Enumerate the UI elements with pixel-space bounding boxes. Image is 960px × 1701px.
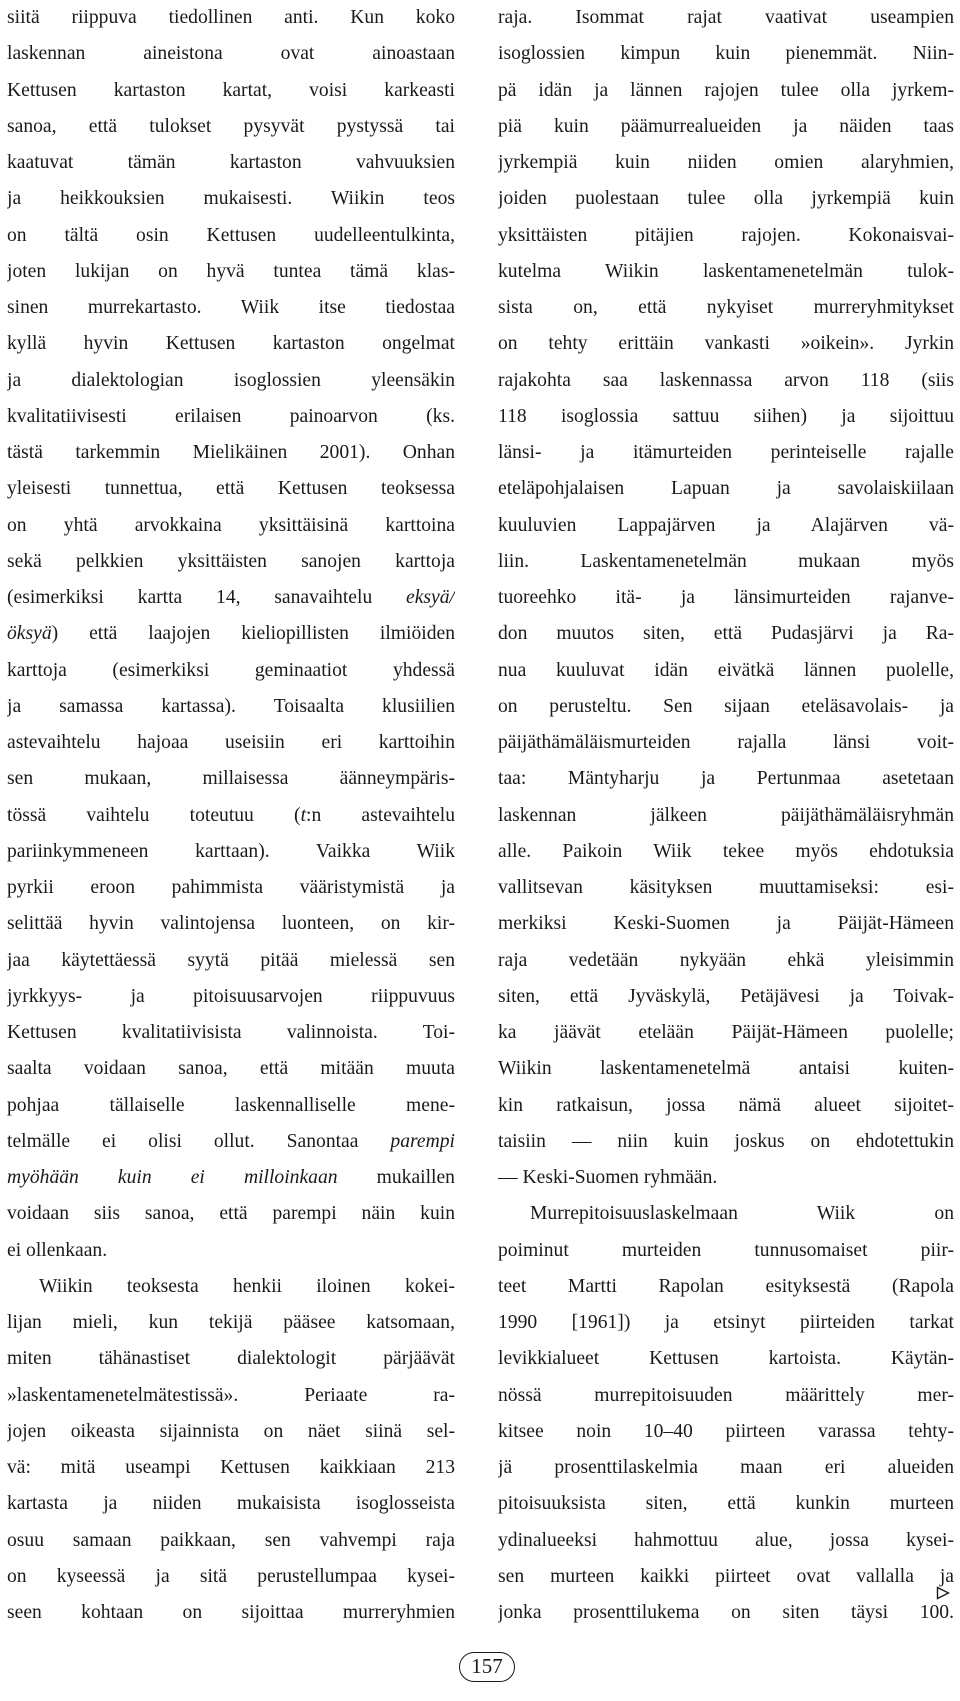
text-line — [7, 1305, 455, 1341]
text-segment: isoglossien kimpun kuin pienemmät. Niin- — [498, 43, 954, 65]
text-segment: tästä tarkemmin Mielikäinen 2001). Onhan — [7, 442, 455, 463]
text-line — [7, 181, 455, 217]
text-segment: sen mukaan, millaisessa äänneympäris- — [7, 768, 455, 790]
text-segment: Wiikin teoksesta henkii iloinen kokei- — [39, 1275, 455, 1297]
text-segment: on kyseessä ja sitä perustellumpaa kysei- — [7, 1565, 455, 1587]
text-segment: jonka prosenttilukema on siten täysi 100. — [498, 1602, 954, 1623]
text-segment: jaa käytettäessä syytä pitää mielessä sen — [7, 949, 455, 971]
text-segment: tuoreehko itä- ja länsimurteiden rajanve- — [498, 587, 954, 608]
text-line — [7, 834, 455, 870]
text-segment: seen kohtaan on sijoittaa murreryhmien — [7, 1602, 455, 1623]
text-segment: ja dialektologian isoglossien yleensäkin — [7, 369, 455, 391]
text-segment: piä kuin päämurrealueiden ja näiden taas — [498, 115, 954, 137]
text-segment: voidaan siis sanoa, että parempi näin kuin — [7, 1203, 455, 1225]
right-column — [498, 0, 954, 1631]
text-segment: kutelma Wiikin laskentamenetelmän tulok- — [498, 260, 954, 282]
text-line — [498, 725, 954, 761]
text-line — [498, 653, 954, 689]
text-line — [7, 218, 455, 254]
text-line — [7, 1559, 455, 1595]
text-segment: nössä murrepitoisuuden määrittely mer- — [498, 1384, 954, 1406]
italic-text: t — [300, 804, 307, 826]
text-line — [498, 1051, 954, 1087]
text-line — [7, 1414, 455, 1450]
text-segment: yksittäisten pitäjien rajojen. Kokonaisvai- — [498, 224, 954, 246]
text-line — [498, 1160, 954, 1196]
text-line — [498, 254, 954, 290]
text-segment: — Keski-Suomen ryhmään. — [498, 1167, 718, 1188]
text-segment: kuuluvien Lappajärven ja Alajärven vä- — [498, 514, 954, 536]
text-line — [498, 1124, 954, 1160]
text-segment: nua kuuluvat idän eivätkä lännen puolelle, — [498, 659, 954, 681]
text-segment: 1990 [1961]) ja etsinyt piirteiden tarkat — [498, 1312, 954, 1333]
text-line — [7, 689, 455, 725]
text-line — [498, 544, 954, 580]
text-line — [7, 1486, 455, 1522]
text-segment: pohjaa tällaiselle laskennalliselle mene- — [7, 1094, 455, 1116]
text-segment: liin. Laskentamenetelmän mukaan myös — [498, 550, 954, 572]
text-segment: Wiikin laskentamenetelmä antaisi kuiten- — [498, 1058, 954, 1080]
text-line — [498, 870, 954, 906]
text-segment: »laskentamenetelmätestissä». Periaate ra- — [7, 1384, 455, 1406]
left-column — [7, 0, 455, 1631]
text-line — [498, 1233, 954, 1269]
text-line — [498, 435, 954, 471]
text-line — [498, 1341, 954, 1377]
text-segment: taisiin — niin kuin joskus on ehdotettukin — [498, 1130, 954, 1152]
text-segment: osuu samaan paikkaan, sen vahvempi raja — [7, 1529, 455, 1551]
text-line — [498, 906, 954, 942]
text-segment: kyllä hyvin Kettusen kartaston ongelmat — [7, 333, 455, 355]
text-segment: :n astevaihtelu — [306, 804, 455, 826]
text-segment: selittää hyvin valintojensa luonteen, on kir- — [7, 913, 455, 935]
text-segment: pyrkii eroon pahimmista vääristymistä ja — [7, 877, 455, 898]
text-line — [7, 1341, 455, 1377]
text-segment: vallitsevan käsityksen muuttamiseksi: esi- — [498, 877, 954, 898]
text-segment: don muutos siten, että Pudasjärvi ja Ra- — [498, 623, 954, 645]
text-line — [498, 761, 954, 797]
text-segment: siten, että Jyväskylä, Petäjävesi ja Toivak- — [498, 985, 954, 1007]
text-segment: ja samassa kartassa). Toisaalta klusiilien — [7, 695, 455, 717]
text-segment: vä: mitä useampi Kettusen kaikkiaan 213 — [7, 1457, 455, 1478]
text-line — [7, 979, 455, 1015]
text-line — [7, 1196, 455, 1232]
text-line — [7, 1124, 455, 1160]
text-segment: merkiksi Keski-Suomen ja Päijät-Hämeen — [498, 913, 954, 935]
text-segment: raja. Isommat rajat vaativat useampien — [498, 7, 954, 28]
text-line — [498, 580, 954, 616]
text-line — [7, 36, 455, 72]
text-line — [7, 761, 455, 797]
text-line — [7, 1523, 455, 1559]
text-segment: joten lukijan on hyvä tuntea tämä klas- — [7, 260, 455, 282]
italic-text: eksyä/ — [406, 587, 455, 608]
italic-text: öksyä — [7, 623, 52, 645]
text-line — [498, 943, 954, 979]
text-segment: laskennan aineistona ovat ainoastaan — [7, 43, 455, 65]
text-segment: Kettusen kartaston kartat, voisi karkeasti — [7, 79, 455, 101]
text-line — [498, 109, 954, 145]
text-line — [7, 1378, 455, 1414]
text-line — [7, 399, 455, 435]
text-line — [7, 580, 455, 616]
text-line — [7, 0, 455, 36]
text-segment: teet Martti Rapolan esityksestä (Rapola — [498, 1275, 954, 1297]
text-segment: päijäthämäläismurteiden rajalla länsi voit- — [498, 732, 954, 753]
italic-text: myöhään kuin ei milloinkaan — [7, 1167, 338, 1188]
text-segment: jyrkkyys- ja pitoisuusarvojen riippuvuus — [7, 985, 455, 1007]
text-line — [498, 399, 954, 435]
text-line — [7, 906, 455, 942]
text-segment: joiden puolestaan tulee olla jyrkempiä kuin — [498, 188, 954, 210]
text-line — [7, 254, 455, 290]
text-line — [498, 0, 954, 36]
text-line — [7, 435, 455, 471]
text-segment: on yhtä arvokkaina yksittäisinä karttoina — [7, 514, 455, 536]
text-line — [498, 218, 954, 254]
text-line — [7, 508, 455, 544]
text-segment: mukaillen — [337, 1167, 455, 1188]
text-segment: alle. Paikoin Wiik tekee myös ehdotuksia — [498, 840, 954, 862]
text-line — [7, 1015, 455, 1051]
text-line — [498, 363, 954, 399]
text-segment: Kettusen kvalitatiivisista valinnoista. Toi- — [7, 1022, 455, 1043]
text-line — [7, 363, 455, 399]
text-segment: Murrepitoisuuslaskelmaan Wiik on — [530, 1203, 954, 1225]
text-line — [7, 1269, 455, 1305]
text-line — [498, 181, 954, 217]
text-line — [7, 616, 455, 652]
text-segment: pariinkymmeneen karttaan). Vaikka Wiik — [7, 840, 455, 862]
text-line — [7, 1595, 455, 1631]
text-line — [498, 290, 954, 326]
text-line — [498, 1523, 954, 1559]
text-line — [498, 145, 954, 181]
text-segment: ydinalueeksi hahmottuu alue, jossa kysei- — [498, 1529, 954, 1551]
text-line — [7, 1088, 455, 1124]
text-line — [7, 544, 455, 580]
text-line — [498, 508, 954, 544]
text-segment: ja heikkouksien mukaisesti. Wiikin teos — [7, 188, 455, 210]
text-line — [498, 616, 954, 652]
text-line — [498, 689, 954, 725]
text-line — [7, 653, 455, 689]
text-segment: poiminut murteiden tunnusomaiset piir- — [498, 1239, 954, 1261]
text-line — [7, 471, 455, 507]
text-segment: jä prosenttilaskelmia maan eri alueiden — [498, 1457, 954, 1478]
text-segment: pä idän ja lännen rajojen tulee olla jyrkem- — [498, 79, 954, 101]
text-segment: on tältä osin Kettusen uudelleentulkinta, — [7, 224, 455, 246]
text-line — [498, 326, 954, 362]
text-segment: jojen oikeasta sijainnista on näet siinä sel- — [7, 1420, 455, 1442]
text-line — [498, 1088, 954, 1124]
continue-triangle-icon — [936, 1586, 950, 1600]
text-line — [7, 73, 455, 109]
text-segment: saalta voidaan sanoa, että mitään muuta — [7, 1058, 455, 1080]
text-segment: kitsee noin 10–40 piirteen varassa tehty- — [498, 1420, 954, 1442]
text-segment: lijan mieli, kun tekijä pääsee katsomaan, — [7, 1312, 455, 1333]
text-segment: on tehty erittäin vankasti »oikein». Jyrkin — [498, 333, 954, 355]
text-line — [498, 1378, 954, 1414]
text-segment: länsi- ja itämurteiden perinteiselle rajalle — [498, 442, 954, 463]
text-segment: sista on, että nykyiset murreryhmitykset — [498, 297, 954, 318]
text-segment: kvalitatiivisesti erilaisen painoarvon (ks. — [7, 405, 455, 427]
text-segment: eteläpohjalaisen Lapuan ja savolaiskiilaan — [498, 478, 954, 500]
text-segment: yleisesti tunnettua, että Kettusen teoksessa — [7, 478, 455, 500]
text-line — [498, 1269, 954, 1305]
text-line — [498, 36, 954, 72]
text-line — [498, 1015, 954, 1051]
text-segment: sanoa, että tulokset pysyvät pystyssä tai — [7, 115, 455, 137]
text-segment: sinen murrekartasto. Wiik itse tiedostaa — [7, 297, 455, 318]
text-line — [498, 1450, 954, 1486]
italic-text: parempi — [390, 1130, 455, 1152]
text-line — [498, 1595, 954, 1631]
text-segment: tössä vaihtelu toteutuu ( — [7, 804, 301, 826]
text-segment: karttoja (esimerkiksi geminaatiot yhdessä — [7, 659, 455, 681]
text-line — [498, 1559, 954, 1595]
text-line — [7, 1450, 455, 1486]
text-line — [7, 1051, 455, 1087]
text-line — [7, 798, 455, 834]
text-segment: kartasta ja niiden mukaisista isoglosseista — [7, 1493, 455, 1515]
text-line — [498, 73, 954, 109]
text-segment: jyrkempiä kuin niiden omien alaryhmien, — [498, 152, 954, 173]
text-segment: taa: Mäntyharju ja Pertunmaa asetetaan — [498, 768, 954, 790]
text-segment: pitoisuuksista siten, että kunkin murteen — [498, 1493, 954, 1515]
text-segment: on perusteltu. Sen sijaan eteläsavolais- ja — [498, 695, 954, 717]
text-segment: laskennan jälkeen päijäthämäläisryhmän — [498, 804, 954, 826]
text-segment: raja vedetään nykyään ehkä yleisimmin — [498, 949, 954, 971]
page-number: 157 — [459, 1652, 515, 1682]
text-line — [498, 798, 954, 834]
text-line — [7, 943, 455, 979]
text-segment: kin ratkaisun, jossa nämä alueet sijoitet- — [498, 1094, 954, 1116]
text-segment: levikkialueet Kettusen kartoista. Käytän- — [498, 1348, 954, 1370]
text-segment: (esimerkiksi kartta 14, sanavaihtelu — [7, 587, 407, 608]
text-line — [498, 1486, 954, 1522]
text-segment: siitä riippuva tiedollinen anti. Kun koko — [7, 7, 455, 28]
text-line — [498, 1196, 954, 1232]
text-segment: kaatuvat tämän kartaston vahvuuksien — [7, 152, 455, 173]
text-segment: telmälle ei olisi ollut. Sanontaa — [7, 1130, 391, 1152]
text-line — [498, 1414, 954, 1450]
text-segment: 118 isoglossia sattuu siihen) ja sijoittuu — [498, 405, 954, 427]
text-line — [7, 145, 455, 181]
text-line — [7, 326, 455, 362]
text-line — [7, 870, 455, 906]
text-line — [498, 979, 954, 1015]
text-segment: rajakohta saa laskennassa arvon 118 (siis — [498, 369, 954, 391]
text-segment: ) että laajojen kieliopillisten ilmiöiden — [51, 623, 455, 645]
text-segment: ei ollenkaan. — [7, 1239, 108, 1261]
text-line — [498, 471, 954, 507]
text-segment: astevaihtelu hajoaa useisiin eri karttoihin — [7, 732, 455, 753]
text-line — [7, 1160, 455, 1196]
text-line — [7, 1233, 455, 1269]
text-segment: sen murteen kaikki piirteet ovat vallalla ja — [498, 1565, 954, 1587]
text-segment: miten tähänastiset dialektologit pärjäävät — [7, 1348, 455, 1370]
text-line — [7, 109, 455, 145]
text-line — [7, 290, 455, 326]
text-line — [498, 1305, 954, 1341]
text-line — [498, 834, 954, 870]
text-segment: sekä pelkkien yksittäisten sanojen karttoja — [7, 550, 455, 572]
text-segment: ka jäävät etelään Päijät-Hämeen puolelle; — [498, 1022, 954, 1043]
text-line — [7, 725, 455, 761]
